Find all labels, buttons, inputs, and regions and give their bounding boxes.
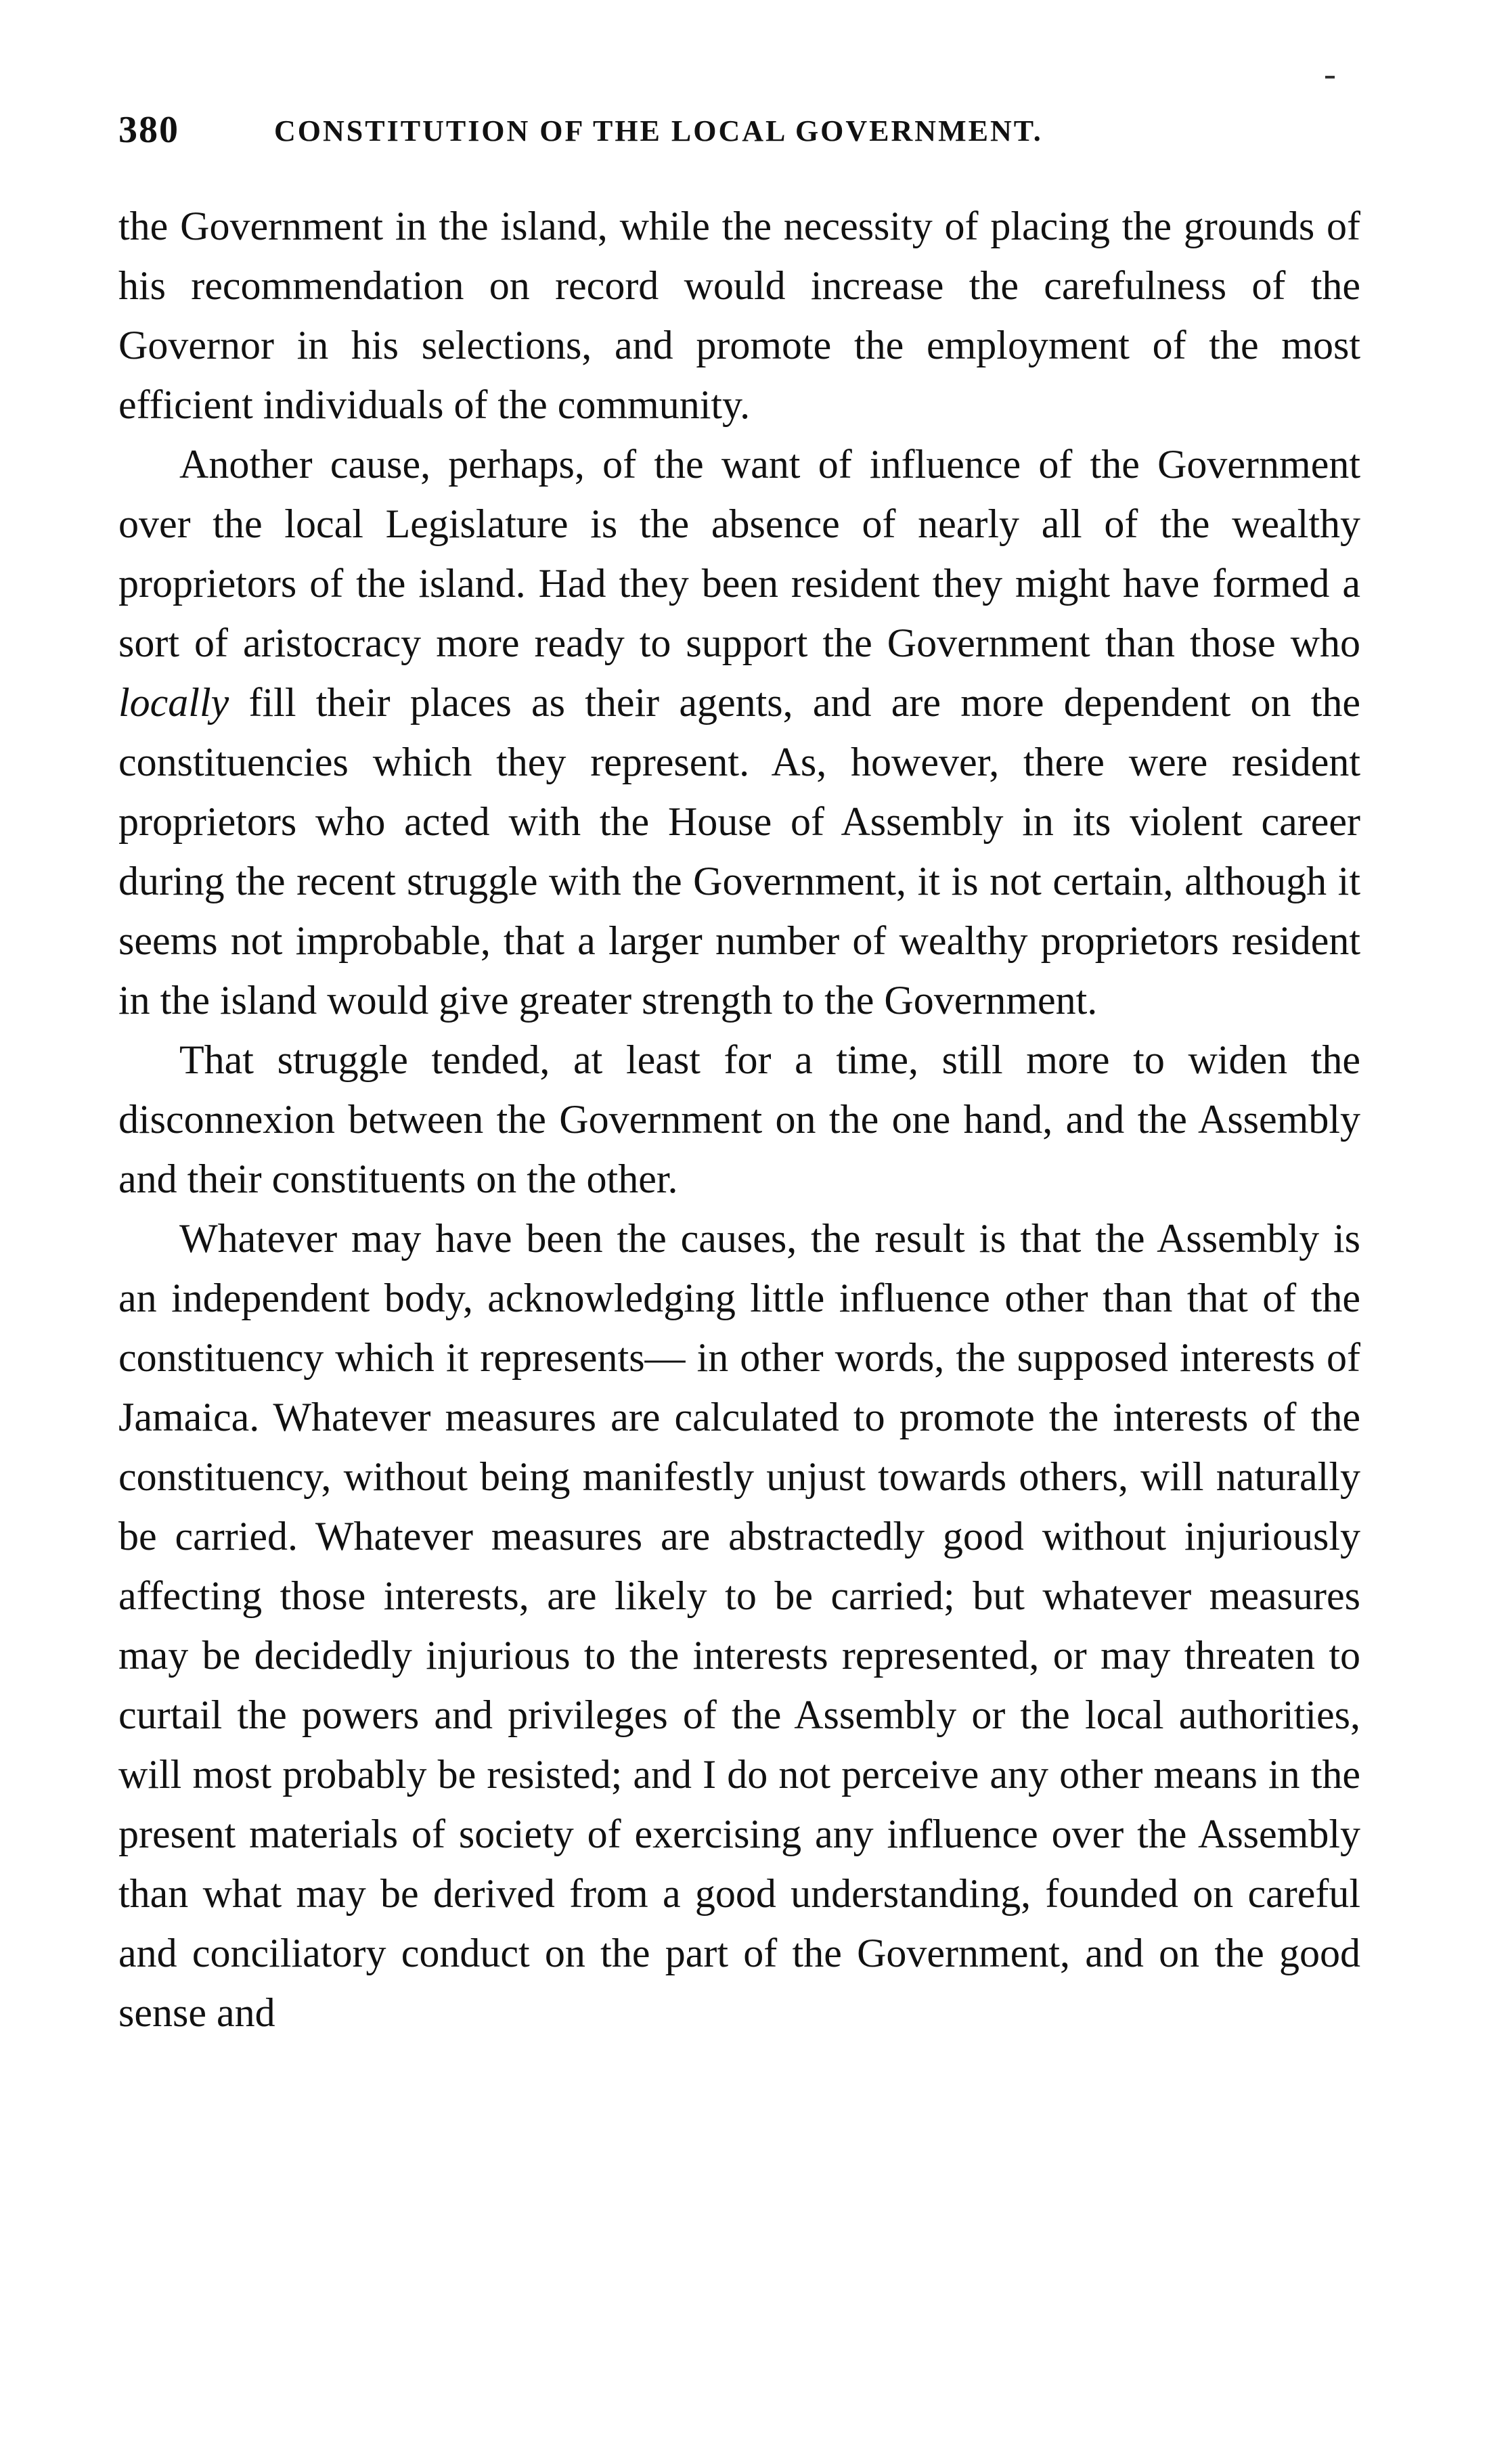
italic-word: locally <box>118 680 229 725</box>
printer-mark <box>1325 76 1335 79</box>
body-text <box>118 196 1360 2042</box>
paragraph-result: Whatever may have been the causes, the result is that the Assembly is an independent body, acknowledging little influence other than that of the constituency which it represents— in other words, the supposed interests of Jamaica. Whatever measures are calculated to promote the interests of the constituency, without being manifestly unjust towards others, will naturally be carried. Whatever measures are abstractedly good without injuriously affecting those interests, are likely to be carried; but whatever measures may be decidedly injurious to the interests represented, or may threaten to curtail the powers and privileges of the Assembly or the local authorities, will most probably be resisted; and I do not perceive any other means in the present materials of society of exercising any influence over the Assembly than what may be derived from a good understanding, founded on careful and conciliatory conduct on the part of the Government, and on the good sense and <box>118 1216 1360 2035</box>
page-number: 380 <box>118 109 179 151</box>
paragraph-text: fill their places as their agents, and are more dependent on the constituencies which they represent. As, however, there were resident proprietors who acted with the House of Assembly in its violent career during the recent struggle with the Government, it is not certain, although it seems not improbable, that a larger number of wealthy proprietors resident in the island would give greater strength to the Government. <box>118 680 1360 1023</box>
running-head <box>118 108 1350 162</box>
paragraph-struggle: That struggle tended, at least for a time, still more to widen the disconnexion between the Government on the one hand, and the Assembly and their constituents on the other. <box>118 1037 1360 1201</box>
paragraph-influence <box>118 434 1360 1030</box>
paragraph-text: Another cause, perhaps, of the want of influence of the Government over the local Legislature is the absence of nearly all of the wealthy proprietors of the island. Had they been resident they might have formed a sort of aristocracy more ready to support the Government than those who <box>118 442 1360 665</box>
running-title: CONSTITUTION OF THE LOCAL GOVERNMENT. <box>274 114 1043 148</box>
paragraph-continuation: the Government in the island, while the necessity of placing the grounds of his recommendation on record would increase the carefulness of the Governor in his selections, and promote the employment of the most efficient individuals of the community. <box>118 204 1360 427</box>
